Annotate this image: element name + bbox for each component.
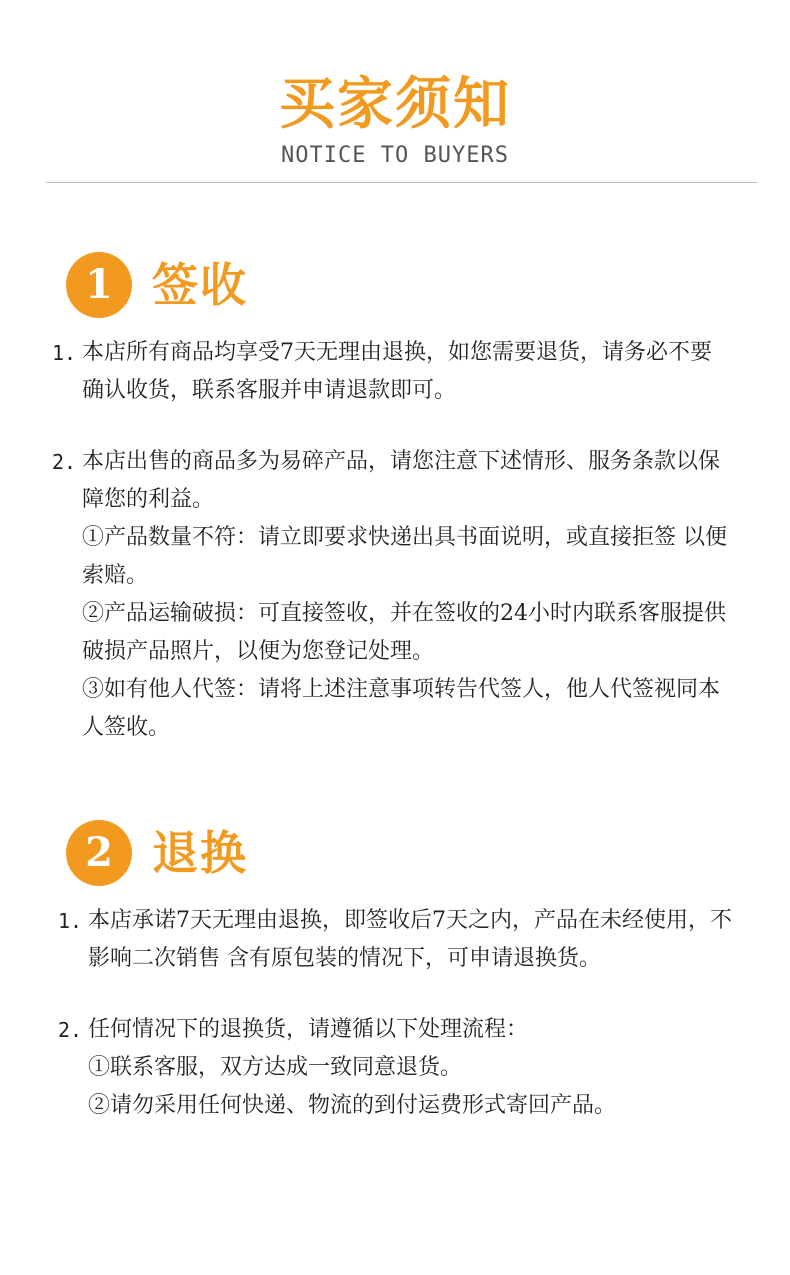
section-number-badge: 1 <box>66 252 132 318</box>
sub-item-contact-service: ①联系客服，双方达成一致同意退货。 <box>88 1055 463 1080</box>
item-number: 2. <box>52 450 77 474</box>
sub-item-proxy-sign: ③如有他人代签：请将上述注意事项转告代签人，他人代签视同本人签收。 <box>82 677 721 740</box>
section-return-item-1 <box>58 902 738 978</box>
section-title: 签收 <box>152 258 248 312</box>
section-return-item-2 <box>58 1011 738 1125</box>
item-text: 本店所有商品均享受7天无理由退换，如您需要退货，请务必不要确认收货，联系客服并申请退款即可。 <box>82 340 712 403</box>
page-subtitle: NOTICE TO BUYERS <box>281 143 509 168</box>
item-number: 2. <box>58 1018 83 1042</box>
item-number: 1. <box>52 341 77 365</box>
sub-item-quantity-mismatch: ①产品数量不符：请立即要求快递出具书面说明，或直接拒签 以便索赔。 <box>82 525 727 588</box>
item-text: 本店承诺7天无理由退换，即签收后7天之内，产品在未经使用，不影响二次销售 含有原包装的情况下，可申请退换货。 <box>88 908 732 971</box>
section-number-badge: 2 <box>66 820 132 886</box>
item-number: 1. <box>58 909 83 933</box>
section-sign-item-1 <box>52 334 732 410</box>
page-header <box>0 66 790 170</box>
section-heading-return <box>66 820 248 886</box>
sub-item-no-cod-shipping: ②请勿采用任何快递、物流的到付运费形式寄回产品。 <box>88 1093 617 1118</box>
item-text: 任何情况下的退换货，请遵循以下处理流程： <box>88 1017 529 1042</box>
header-divider <box>46 182 758 183</box>
section-sign-item-2 <box>52 443 732 747</box>
page-title: 买家须知 <box>279 71 511 137</box>
sub-item-transport-damage: ②产品运输破损：可直接签收，并在签收的24小时内联系客服提供破损产品照片，以便为您登记处理。 <box>82 601 726 664</box>
section-heading-sign <box>66 252 248 318</box>
item-text: 本店出售的商品多为易碎产品，请您注意下述情形、服务条款以保障您的利益。 <box>82 449 721 512</box>
section-title: 退换 <box>152 826 248 880</box>
